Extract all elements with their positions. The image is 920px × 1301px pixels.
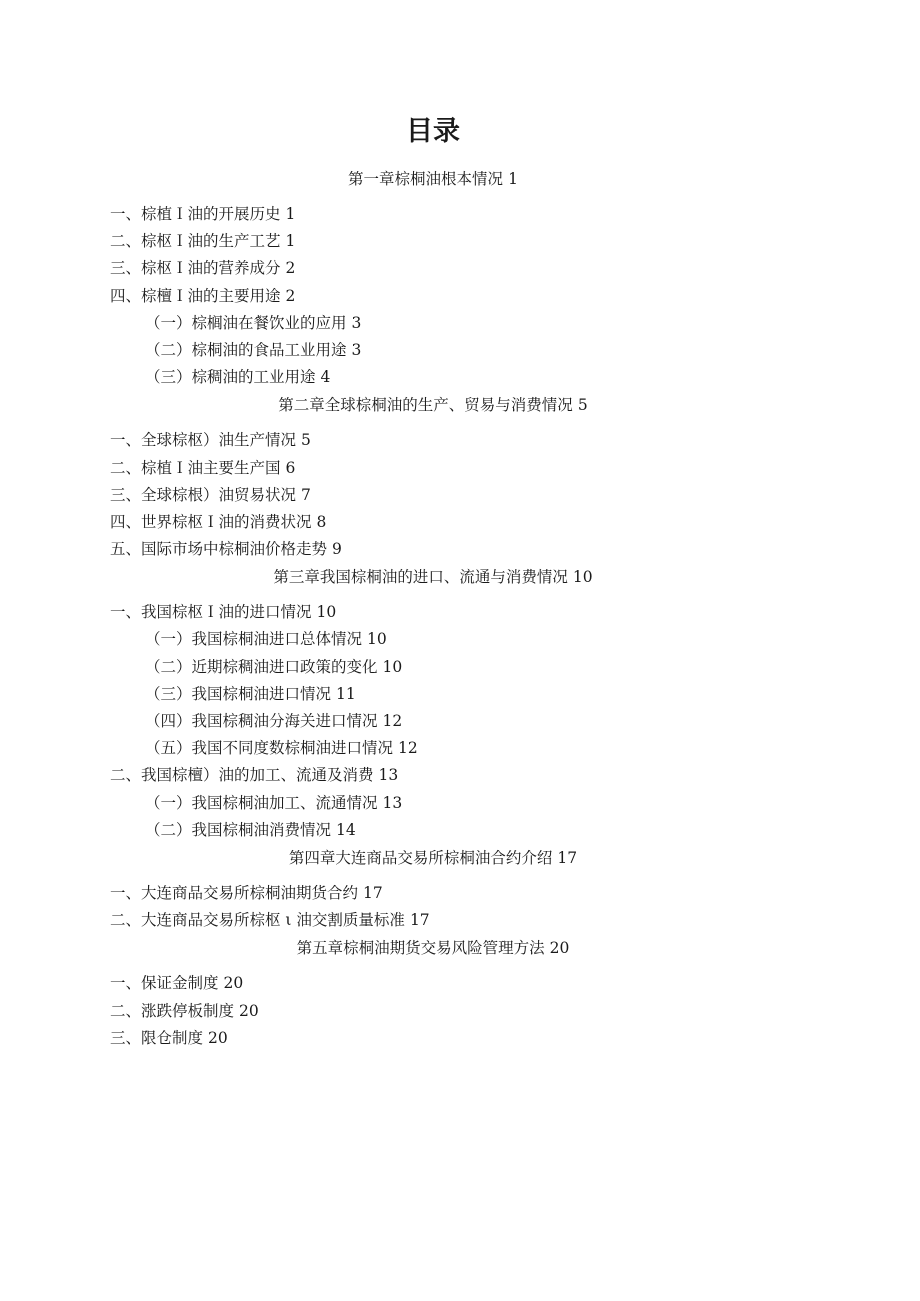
toc-section-entry[interactable] <box>0 509 920 536</box>
toc-entry-text: 第四章大连商品交易所棕桐油合约介绍 <box>288 848 553 867</box>
toc-entry-text: （二）我国棕桐油消费情况 <box>145 820 332 839</box>
toc-entry-text: 二、棕枢Ｉ油的生产工艺 <box>110 232 281 251</box>
toc-section-entry[interactable] <box>0 1025 920 1052</box>
toc-entry-text: （三）棕稠油的工业用途 <box>145 368 316 387</box>
toc-page-number: 10 <box>572 568 593 587</box>
toc-page-number: 13 <box>378 766 399 785</box>
toc-sub-entry[interactable] <box>0 735 920 762</box>
toc-entry-text: （三）我国棕桐油进口情况 <box>145 684 332 703</box>
toc-entry-text: 四、世界棕枢Ｉ油的消费状况 <box>110 512 312 531</box>
toc-page-number: 3 <box>351 313 362 332</box>
toc-sub-entry[interactable] <box>0 337 920 364</box>
toc-section-entry[interactable] <box>0 255 920 282</box>
toc-entry-text: 一、保证金制度 <box>110 974 219 993</box>
toc-page-number: 2 <box>285 259 296 278</box>
toc-entry-text: 二、我国棕檀）油的加工、流通及消费 <box>110 766 374 785</box>
toc-entry-text: （四）我国棕稠油分海关进口情况 <box>145 712 378 730</box>
toc-entry-text: （一）棕榈油在餐饮业的应用 <box>145 313 347 332</box>
toc-entry-text: 四、棕檀Ｉ油的主要用途 <box>110 286 281 305</box>
toc-section-entry[interactable] <box>0 599 920 626</box>
toc-page-number: 9 <box>332 540 342 559</box>
toc-page-number: 4 <box>320 368 331 387</box>
toc-entry-text: 三、全球棕根）油贸易状况 <box>110 485 297 504</box>
toc-page-number: 10 <box>382 657 403 676</box>
toc-page-number: 17 <box>557 848 578 867</box>
toc-entry-text: （一）我国棕桐油进口总体情况 <box>145 630 363 649</box>
toc-page-number: 20 <box>549 939 570 958</box>
toc-page-number: 12 <box>382 712 403 730</box>
toc-page-number: 12 <box>398 739 418 758</box>
toc-page-number: 8 <box>316 512 327 531</box>
toc-entry-text: 一、大连商品交易所棕桐油期货合约 <box>110 883 359 902</box>
toc-section-entry[interactable] <box>0 201 920 228</box>
toc-entry-text: 二、涨跌停板制度 <box>110 1001 235 1020</box>
toc-entry-text: 一、棕植Ｉ油的开展历史 <box>110 205 281 223</box>
toc-entry-text: （一）我国棕桐油加工、流通情况 <box>145 793 378 812</box>
toc-section-entry[interactable] <box>0 998 920 1025</box>
toc-page-number: 3 <box>351 340 362 359</box>
toc-sub-entry[interactable] <box>0 654 920 681</box>
table-of-contents <box>0 165 920 1052</box>
toc-entry-text: 第五章棕桐油期货交易风险管理方法 <box>296 939 545 958</box>
toc-entry-text: （二）棕桐油的食品工业用途 <box>145 340 347 359</box>
toc-page-number: 11 <box>336 684 356 703</box>
toc-entry-text: 五、国际市场中棕桐油价格走势 <box>110 540 328 559</box>
toc-sub-entry[interactable] <box>0 708 920 735</box>
toc-sub-entry[interactable] <box>0 626 920 653</box>
toc-entry-text: 三、限仓制度 <box>110 1028 204 1047</box>
toc-entry-text: （五）我国不同度数棕桐油进口情况 <box>145 739 394 758</box>
toc-page-number: 6 <box>285 458 296 477</box>
toc-sub-entry[interactable] <box>0 817 920 844</box>
toc-section-entry[interactable] <box>0 762 920 789</box>
toc-section-entry[interactable] <box>0 427 920 454</box>
toc-page-number: 10 <box>316 603 337 622</box>
toc-page-number: 20 <box>223 974 244 993</box>
toc-section-entry[interactable] <box>0 880 920 907</box>
toc-chapter-entry[interactable] <box>0 934 866 970</box>
toc-entry-text: 一、全球棕枢）油生产情况 <box>110 431 297 450</box>
toc-sub-entry[interactable] <box>0 790 920 817</box>
toc-section-entry[interactable] <box>0 482 920 509</box>
toc-entry-text: （二）近期棕稠油进口政策的变化 <box>145 657 378 676</box>
toc-entry-text: 一、我国棕枢Ｉ油的进口情况 <box>110 603 312 622</box>
toc-page-number: 1 <box>285 205 296 223</box>
toc-page-number: 2 <box>285 286 296 305</box>
toc-section-entry[interactable] <box>0 907 920 934</box>
toc-chapter-entry[interactable] <box>0 165 866 201</box>
toc-page-number: 5 <box>577 396 588 415</box>
toc-page-number: 7 <box>301 485 311 504</box>
toc-section-entry[interactable] <box>0 970 920 997</box>
toc-page-number: 13 <box>382 793 403 812</box>
toc-page-number: 10 <box>367 630 387 649</box>
toc-chapter-entry[interactable] <box>0 563 866 599</box>
toc-chapter-entry[interactable] <box>0 391 866 427</box>
toc-chapter-entry[interactable] <box>0 844 866 880</box>
toc-entry-text: 第三章我国棕桐油的进口、流通与消费情况 <box>273 568 568 587</box>
toc-section-entry[interactable] <box>0 455 920 482</box>
page-title: 目录 <box>406 116 460 147</box>
toc-entry-text: 二、大连商品交易所棕枢 ι 油交割质量标准 <box>110 911 405 930</box>
toc-section-entry[interactable] <box>0 283 920 310</box>
toc-entry-text: 第二章全球棕桐油的生产、贸易与消费情况 <box>278 396 573 415</box>
toc-page-number: 17 <box>409 911 430 930</box>
toc-page-number: 20 <box>208 1028 228 1047</box>
toc-sub-entry[interactable] <box>0 364 920 391</box>
toc-section-entry[interactable] <box>0 228 920 255</box>
toc-entry-text: 第一章棕桐油根本情况 <box>348 170 504 188</box>
toc-entry-text: 二、棕植Ｉ油主要生产国 <box>110 458 281 477</box>
toc-page-number: 20 <box>239 1001 259 1020</box>
toc-sub-entry[interactable] <box>0 681 920 708</box>
toc-page-number: 5 <box>301 431 311 450</box>
toc-page-number: 14 <box>336 820 356 839</box>
toc-page-number: 1 <box>508 170 518 188</box>
toc-entry-text: 三、棕枢Ｉ油的营养成分 <box>110 259 281 278</box>
toc-section-entry[interactable] <box>0 536 920 563</box>
toc-sub-entry[interactable] <box>0 310 920 337</box>
toc-page-number: 1 <box>285 232 296 251</box>
toc-page-number: 17 <box>363 883 383 902</box>
